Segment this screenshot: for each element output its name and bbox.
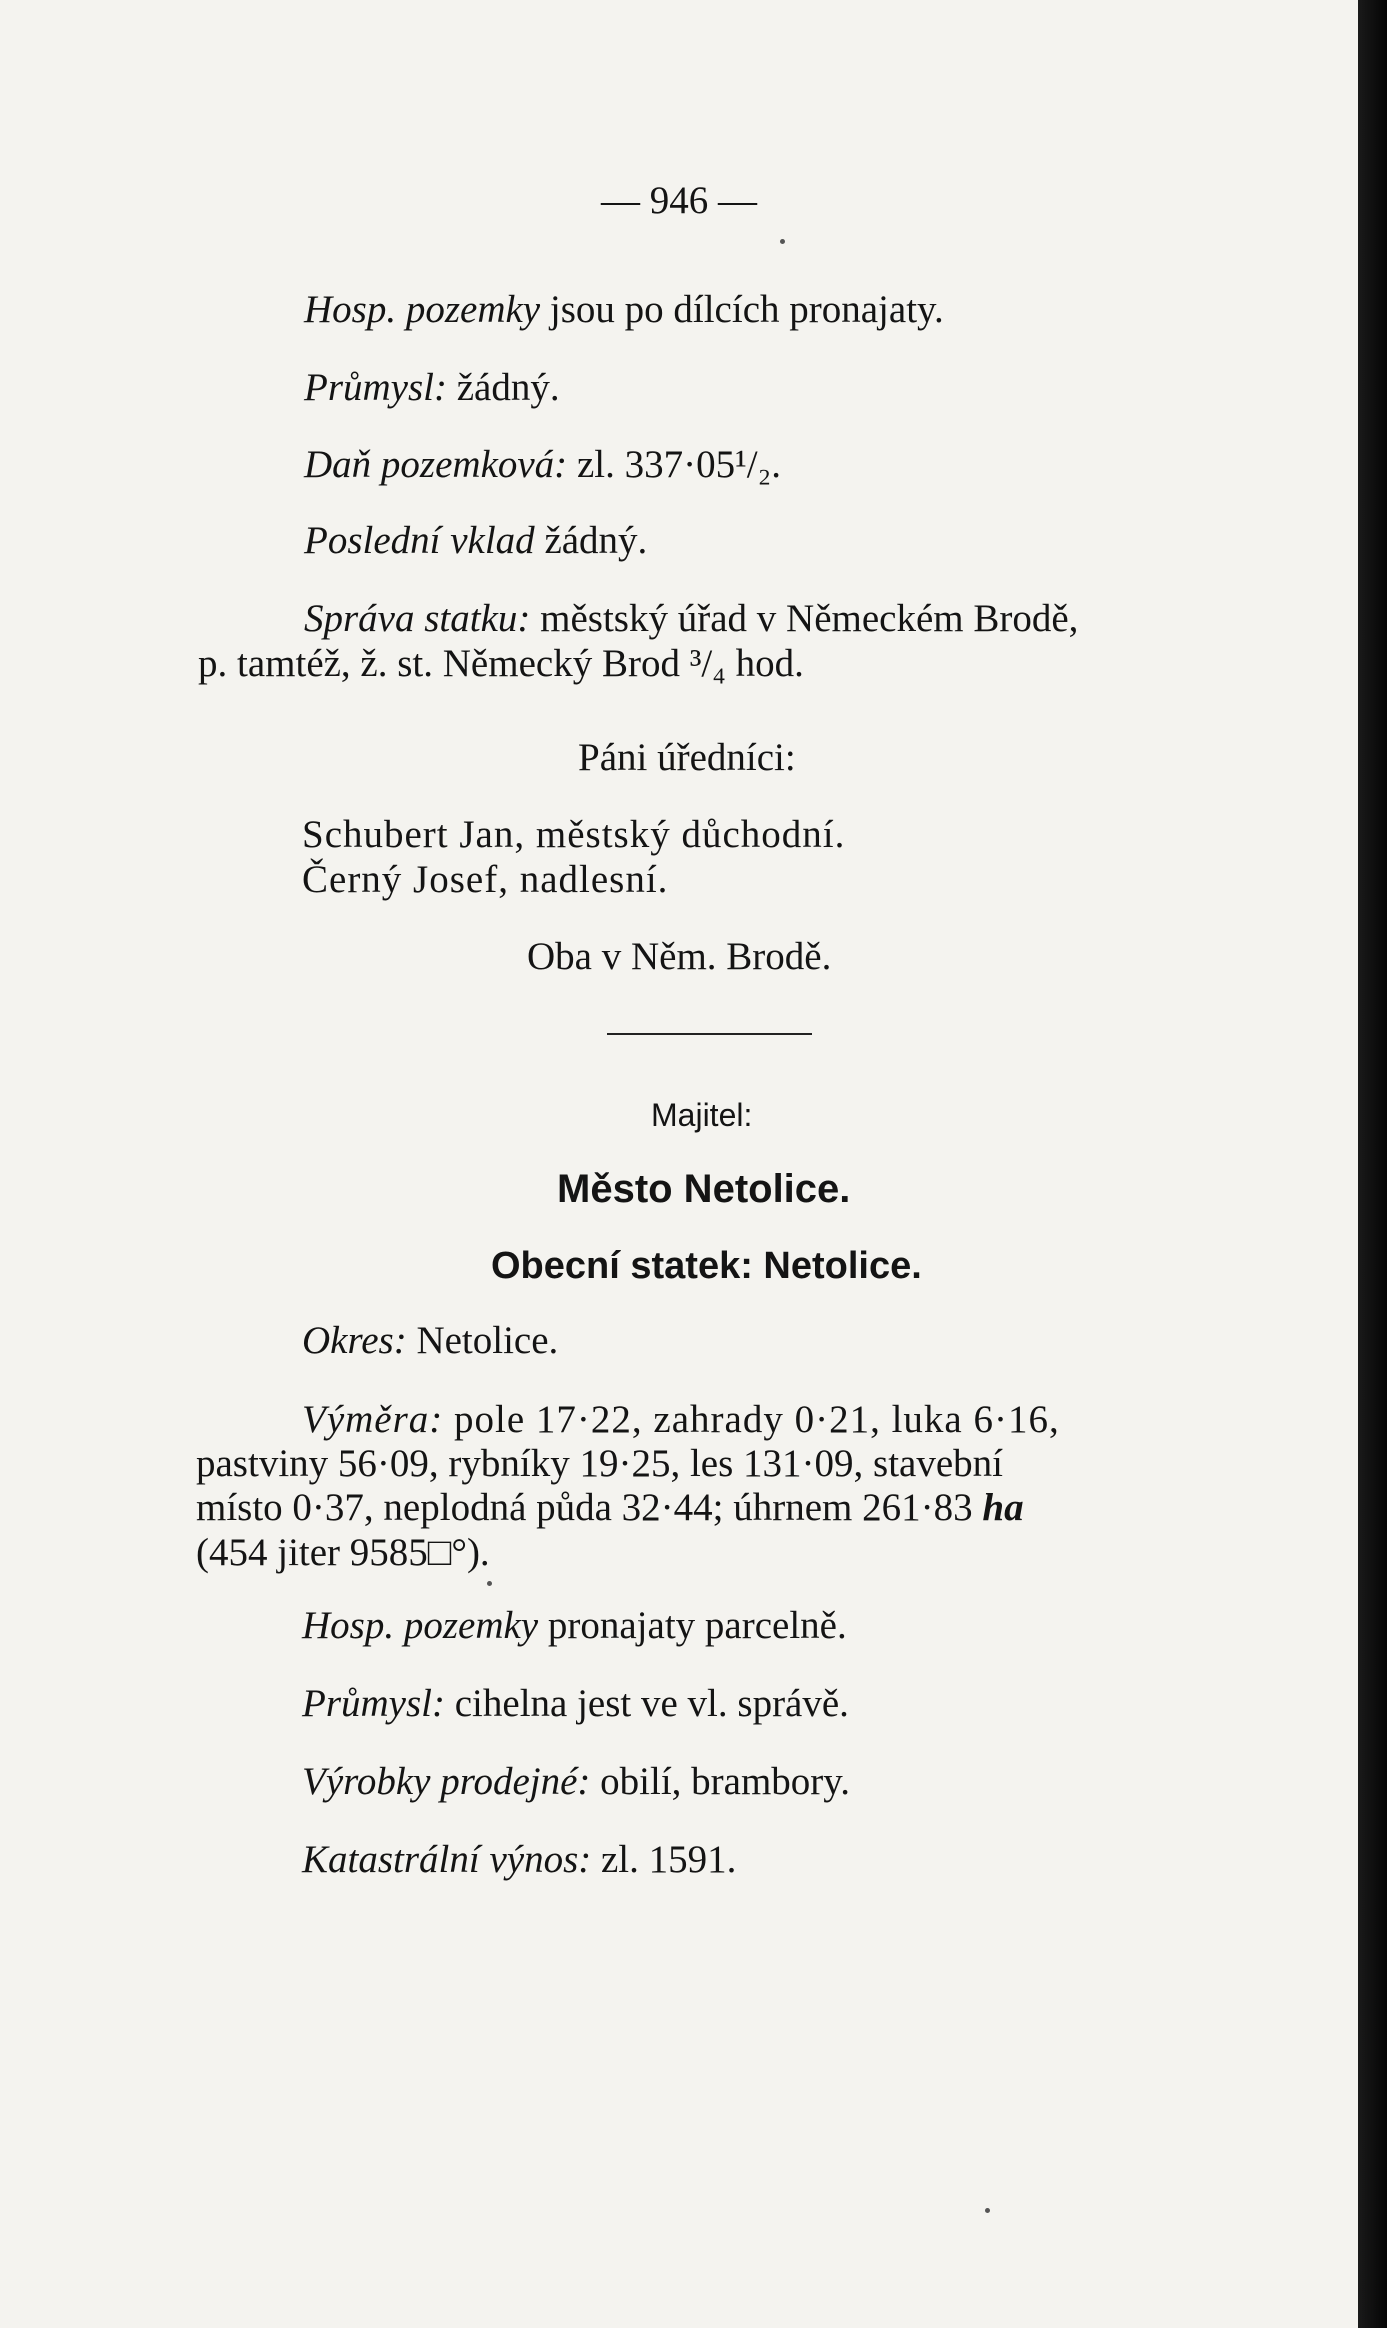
label: Hosp. pozemky <box>304 288 541 331</box>
official-person-1: Schubert Jan, městský důchodní. <box>302 813 846 856</box>
label: Výrobky prodejné: <box>302 1760 591 1803</box>
page-number: — 946 — <box>601 179 757 222</box>
unit-ha: ha <box>982 1486 1024 1529</box>
vyrobky-line <box>302 1759 850 1805</box>
label: Okres: <box>302 1319 407 1362</box>
sprava-statku-line <box>304 596 1078 642</box>
value: zl. 337·05 <box>567 443 736 486</box>
okres-line <box>302 1318 558 1364</box>
vymera-line-2: pastviny 56·09, rybníky 19·25, les 131·09, stavební <box>196 1442 1003 1485</box>
end: . <box>771 443 781 486</box>
vymera-line-4: (454 jiter 9585□°). <box>196 1531 490 1574</box>
officials-location: Oba v Něm. Brodě. <box>527 935 832 978</box>
value: městský úřad v Německém Brodě, <box>530 597 1079 640</box>
speck <box>780 239 785 244</box>
dan-pozemkova-line <box>304 442 781 488</box>
value: obilí, brambory. <box>590 1760 850 1803</box>
label: Katastrální výnos: <box>302 1838 592 1881</box>
katastralni-vynos-line <box>302 1837 736 1883</box>
prumysl-line-1 <box>304 365 560 411</box>
label: Správa statku: <box>304 597 531 640</box>
value: zl. 1591. <box>591 1838 737 1881</box>
speck <box>985 2208 990 2213</box>
hosp-pozemky-line-1 <box>304 287 944 333</box>
value: žádný. <box>534 519 648 562</box>
owner-name: Město Netolice. <box>557 1167 851 1211</box>
fraction: ¹/₂ <box>735 443 772 486</box>
value: místo 0·37, neplodná půda 32·44; úhrnem 261·83 <box>196 1486 983 1529</box>
label: Průmysl: <box>304 366 447 409</box>
prumysl-line-2 <box>302 1681 849 1727</box>
value: Netolice. <box>406 1319 559 1362</box>
official-person-2: Černý Josef, nadlesní. <box>302 858 669 901</box>
estate-name: Obecní statek: Netolice. <box>491 1245 922 1287</box>
sprava-statku-line-2: p. tamtéž, ž. st. Německý Brod ³/₄ hod. <box>198 642 804 685</box>
label: Hosp. pozemky <box>302 1604 539 1647</box>
posledni-vklad-line <box>304 518 647 564</box>
officials-heading: Páni úředníci: <box>578 736 796 779</box>
owner-label: Majitel: <box>651 1097 753 1133</box>
label: Daň pozemková: <box>304 443 568 486</box>
page-edge-shadow <box>1358 0 1387 2328</box>
section-divider <box>607 1033 812 1035</box>
label: Výměra: <box>302 1398 444 1441</box>
vymera-line-3 <box>196 1485 1024 1531</box>
value: žádný. <box>446 366 560 409</box>
value: pronajaty parcelně. <box>538 1604 847 1647</box>
vymera-line-1 <box>302 1397 1060 1443</box>
label: Průmysl: <box>302 1682 445 1725</box>
speck <box>487 1581 492 1586</box>
label: Poslední vklad <box>304 519 535 562</box>
hosp-pozemky-line-2 <box>302 1603 847 1649</box>
value: pole 17·22, zahrady 0·21, luka 6·16, <box>443 1398 1060 1441</box>
value: cihelna jest ve vl. správě. <box>444 1682 849 1725</box>
value: jsou po dílcích pronajaty. <box>540 288 944 331</box>
